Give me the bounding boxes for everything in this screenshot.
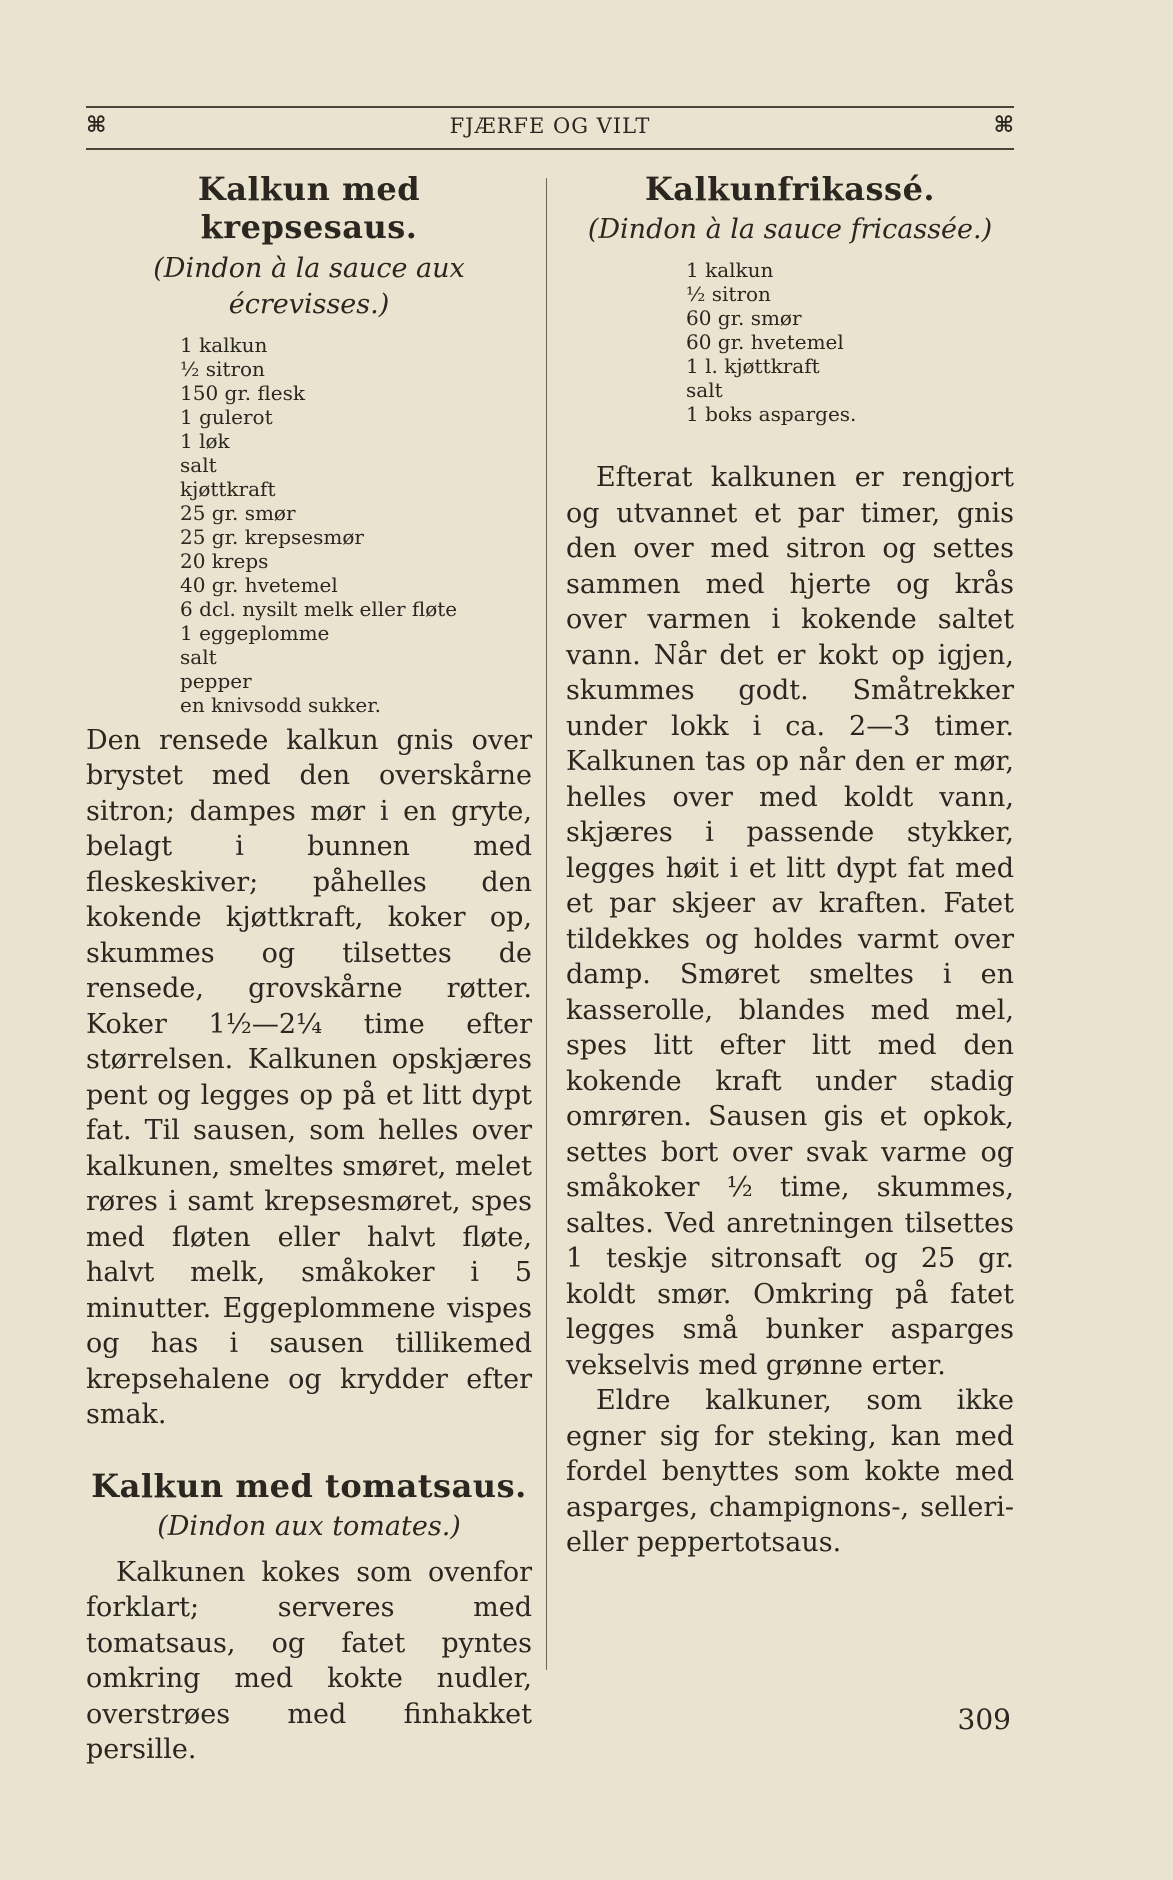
- ingredient-item: 40 gr. hvetemel: [180, 572, 338, 597]
- ingredient-item: 6 dcl. nysilt melk eller fløte: [180, 596, 458, 621]
- running-header: [86, 106, 1014, 150]
- ingredient-item: en knivsodd sukker.: [180, 692, 381, 717]
- ingredient-item: 1 kalkun: [180, 332, 268, 357]
- right-column: [566, 170, 1014, 1561]
- ingredient-item: 1 kalkun: [686, 258, 774, 283]
- recipe-subtitle: (Dindon à la sauce aux écrevisses.): [153, 252, 465, 320]
- ingredient-item: salt: [180, 452, 217, 477]
- ingredient-list: [686, 258, 1014, 426]
- ingredient-item: 60 gr. smør: [686, 306, 802, 331]
- left-column: [86, 170, 532, 1768]
- ingredient-item: 1 eggeplomme: [180, 620, 330, 645]
- ingredient-item: 1 gulerot: [180, 404, 273, 429]
- recipe-title-kalkunfrikasse: Kalkunfrikassé.: [644, 170, 936, 208]
- ornament-left-icon: ⌘: [86, 112, 107, 138]
- ingredient-item: ½ sitron: [180, 356, 265, 381]
- ingredient-item: 20 kreps: [180, 548, 269, 573]
- ingredient-item: ½ sitron: [686, 282, 771, 307]
- ingredient-item: 1 boks asparges.: [686, 402, 857, 427]
- ingredient-item: 1 løk: [180, 428, 230, 453]
- recipe-note: Eldre kalkuner, som ikke egner sig for steking, kan med fordel benyttes som kokte med asparges, champignons-, selleri- eller peppertotsaus.: [566, 1385, 1014, 1559]
- recipe-title-kalkun-krepsesaus: Kalkun med krepsesaus.: [197, 170, 421, 247]
- ingredient-list: [180, 333, 532, 717]
- recipe-subtitle: (Dindon aux tomates.): [157, 1510, 461, 1542]
- recipe-title-kalkun-tomatsaus: Kalkun med tomatsaus.: [91, 1466, 527, 1505]
- recipe-instructions: Kalkunen kokes som ovenfor forklart; serveres med tomatsaus, og fatet pyntes omkring med kokte nudler, overstrøes med finhakket persille.: [86, 1556, 532, 1766]
- ingredient-item: kjøttkraft: [180, 476, 276, 501]
- ingredient-item: 1 l. kjøttkraft: [686, 354, 820, 379]
- header-title: FJÆRFE OG VILT: [449, 114, 651, 138]
- page-number: 309: [957, 1703, 1011, 1736]
- ornament-right-icon: ⌘: [993, 112, 1014, 138]
- ingredient-item: 60 gr. hvetemel: [686, 330, 844, 355]
- ingredient-item: 25 gr. smør: [180, 500, 296, 525]
- ingredient-item: salt: [180, 644, 217, 669]
- recipe-instructions: Den rensede kalkun gnis over brystet med den overskårne sitron; dampes mør i en gryte, belagt i bunnen med fleskeskiver; påhelles den kokende kjøttkraft, koker op, skummes og tilsettes de rensede, grovskårne røtter. Koker 1½—2¼ time efter størrelsen. Kalkunen opskjæres pent og legges op på et litt dypt fat. Til sausen, som helles over kalkunen, smeltes smøret, melet røres i samt krepsesmøret, spes med fløten eller halvt fløte, halvt melk, småkoker i 5 minutter. Eggeplommene vispes og has i sausen tillikemed krepsehalene og krydder efter smak.: [86, 724, 532, 1431]
- recipe-instructions: Efterat kalkunen er rengjort og utvannet et par timer, gnis den over med sitron og settes sammen med hjerte og krås over varmen i kokende saltet vann. Når det er kokt op igjen, skummes godt. Småtrekker under lokk i ca. 2—3 timer. Kalkunen tas op når den er mør, helles over med koldt vann, skjæres i passende stykker, legges høit i et litt dypt fat med et par skjeer av kraften. Fatet tildekkes og holdes varmt over damp. Smøret smeltes i en kasserolle, blandes med mel, spes litt efter litt med den kokende kraft under stadig omrøren. Sausen gis et opkok, settes bort over svak varme og småkoker ½ time, skummes, saltes. Ved anretningen tilsettes 1 teskje sitronsaft og 25 gr. koldt smør. Omkring på fatet legges små bunker asparges vekselvis med grønne erter.: [566, 462, 1014, 1381]
- ingredient-item: salt: [686, 378, 723, 403]
- recipe-subtitle: (Dindon à la sauce fricassée.): [587, 214, 993, 246]
- column-divider: [546, 178, 547, 1670]
- ingredient-item: pepper: [180, 668, 252, 693]
- ingredient-item: 25 gr. krepsesmør: [180, 524, 364, 549]
- ingredient-item: 150 gr. flesk: [180, 380, 305, 405]
